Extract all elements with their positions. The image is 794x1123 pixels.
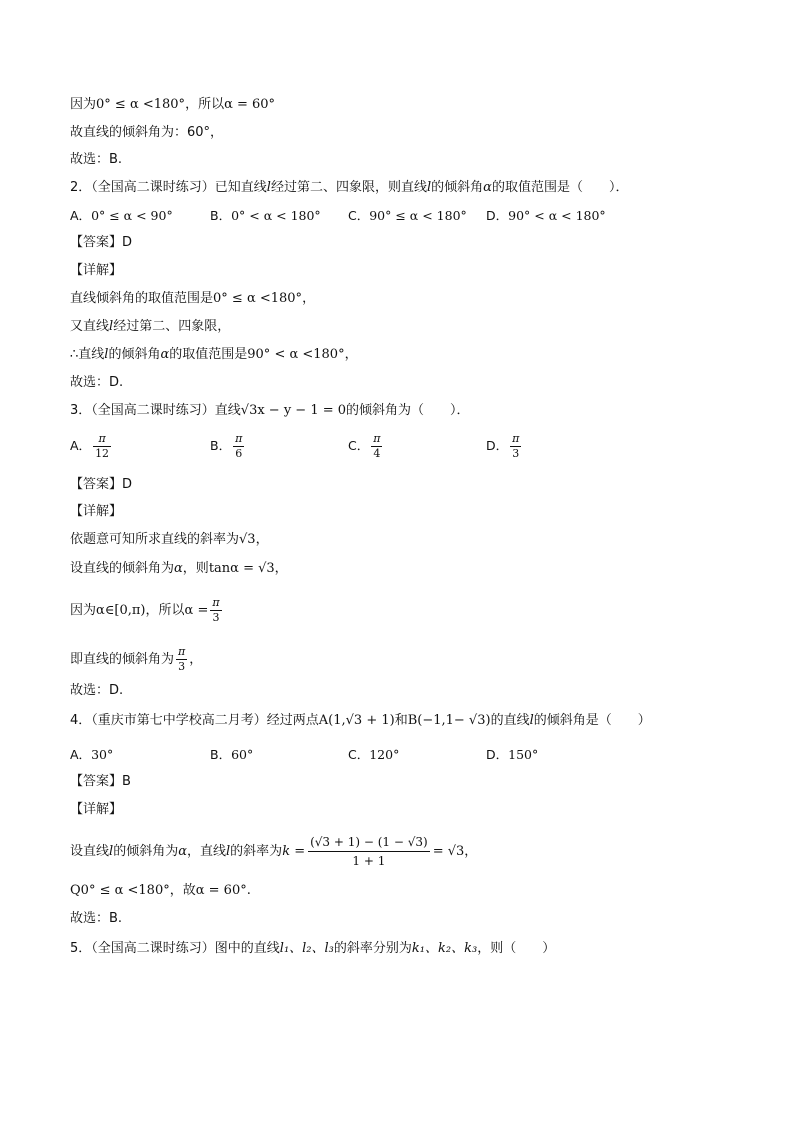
denominator: 12 (95, 447, 110, 460)
q4-detail-heading: 【详解】 (70, 802, 123, 817)
text: 的倾斜角 (108, 347, 161, 362)
because-symbol: Q (70, 883, 81, 898)
math-inequality: 0° ≤ α <180° (96, 97, 186, 112)
math: 0° ≤ α <180° (80, 883, 170, 898)
text: 直线倾斜角的取值范围是 (70, 291, 214, 306)
var-l: l (266, 180, 271, 195)
q1-choice: 故选：B. (70, 152, 123, 167)
var-alpha: α (160, 347, 170, 362)
fraction (371, 432, 382, 461)
math-equation: √3x − y − 1 = 0 (240, 403, 347, 418)
q2-option-a (70, 207, 173, 225)
var-l: l (529, 713, 534, 728)
option-label: B． (210, 438, 232, 453)
q2-stem (70, 179, 628, 197)
math-result: = √3 (432, 844, 465, 859)
text: ，所以 (145, 603, 185, 618)
q4-stem (70, 712, 651, 730)
fraction (176, 645, 187, 674)
q4-option-c (348, 746, 399, 764)
text: ， (344, 347, 358, 362)
q2-option-c (348, 207, 467, 225)
q3-option-d (486, 432, 523, 461)
text: 的直线 (490, 713, 530, 728)
text: 即直线的倾斜角为 (70, 652, 175, 667)
text: 的倾斜角是（ ） (533, 713, 651, 728)
q4-option-b (210, 746, 253, 764)
text: ， (464, 844, 478, 859)
var-l: l (426, 180, 432, 195)
q2-answer: 【答案】D (70, 235, 133, 250)
q3-option-a (70, 432, 113, 461)
denominator: 6 (235, 447, 243, 460)
denominator: 3 (212, 611, 220, 624)
math: α = (184, 603, 209, 618)
denominator: 4 (373, 447, 381, 460)
text: 经过第二、四象限， (113, 319, 231, 334)
slope-fraction (308, 833, 430, 870)
option-label: A． (70, 747, 92, 762)
math: tanα = √3 (208, 561, 275, 576)
text: 的倾斜角 (431, 180, 484, 195)
q3-detail-1 (70, 531, 269, 549)
text: ，则（ ） (477, 941, 556, 956)
fraction (93, 432, 111, 461)
math: 0° ≤ α <180° (213, 291, 303, 306)
var-alpha: α (174, 561, 183, 576)
q4-detail-3: 故选：B. (70, 911, 123, 926)
numerator: π (512, 432, 520, 445)
text: ， (189, 652, 203, 667)
q2-option-b (210, 207, 321, 225)
text: ， (255, 532, 269, 547)
fraction (233, 432, 244, 461)
q4-answer: 【答案】B (70, 774, 131, 789)
text: 又直线 (70, 319, 110, 334)
fraction (210, 596, 221, 625)
text: 设直线的倾斜角为 (70, 561, 175, 576)
var-alpha: α (178, 844, 187, 859)
text: 经过第二、四象限，则直线 (270, 180, 427, 195)
denominator: 3 (178, 660, 186, 673)
text: ， (302, 291, 316, 306)
math: α∈[0,π) (96, 603, 146, 618)
option-text: 0° ≤ α < 90° (91, 208, 173, 223)
numerator: (√3 + 1) − (1 − √3) (308, 833, 430, 852)
text: ，所以 (185, 97, 225, 112)
denominator: 3 (512, 447, 520, 460)
math-lines: l₁、l₂、l₃ (279, 941, 334, 956)
text: 5．（全国高二课时练习）图中的直线 (70, 941, 280, 956)
option-label: D． (486, 747, 509, 762)
option-label: A． (70, 438, 92, 453)
q2-detail-heading: 【详解】 (70, 263, 123, 278)
text: 的取值范围是（ ）． (491, 180, 629, 195)
q2-option-d (486, 207, 606, 225)
option-label: D． (486, 208, 509, 223)
q2-detail-1 (70, 290, 315, 308)
math-result: α = 60° (224, 97, 276, 112)
math: 90° < α <180° (247, 347, 345, 362)
option-text: 0° < α < 180° (231, 208, 321, 223)
q3-detail-4 (70, 645, 202, 674)
option-text: 60° (231, 747, 254, 762)
option-text: 120° (369, 747, 400, 762)
option-label: B． (210, 208, 232, 223)
option-label: C． (348, 747, 370, 762)
q3-stem (70, 402, 470, 420)
text: 的斜率分别为 (333, 941, 412, 956)
option-text: 90° < α < 180° (508, 208, 606, 223)
option-label: C． (348, 208, 370, 223)
option-label: A． (70, 208, 92, 223)
option-text: 30° (91, 747, 114, 762)
q3-option-b (210, 432, 246, 461)
text: ，则 (182, 561, 209, 576)
point-a: A(1,√3 + 1) (318, 713, 395, 728)
q2-detail-2 (70, 318, 230, 336)
denominator: 1 + 1 (352, 854, 386, 868)
var-l: l (104, 347, 109, 362)
q3-detail-2 (70, 560, 288, 578)
var-l: l (109, 319, 114, 334)
text: 的斜率为 (230, 844, 283, 859)
math-k: k = (282, 844, 306, 859)
q3-detail-3 (70, 596, 224, 625)
text: 依题意可知所求直线的斜率为 (70, 532, 240, 547)
option-label: C． (348, 438, 370, 453)
q2-detail-4: 故选：D. (70, 375, 124, 390)
var-l: l (109, 844, 114, 859)
q1-conclusion: 故直线的倾斜角为：60°， (70, 125, 224, 140)
numerator: π (212, 596, 220, 609)
text: ，故 (169, 883, 196, 898)
text: ，直线 (186, 844, 226, 859)
text: 的取值范围是 (169, 347, 248, 362)
math-slopes: k₁、k₂、k₃ (411, 941, 478, 956)
numerator: π (93, 432, 111, 447)
text: 的倾斜角为 (113, 844, 179, 859)
option-text: 150° (508, 747, 539, 762)
text: 因为 (70, 603, 97, 618)
numerator: π (235, 432, 243, 445)
text: ∴直线 (70, 347, 105, 362)
q5-stem (70, 940, 555, 958)
var-alpha: α (483, 180, 492, 195)
option-label: D． (486, 438, 509, 453)
q1-reason-line (70, 96, 275, 114)
text: 的倾斜角为（ ）． (346, 403, 470, 418)
text: 设直线 (70, 844, 110, 859)
q4-option-d (486, 746, 538, 764)
q2-detail-3 (70, 346, 358, 364)
text: 3．（全国高二课时练习）直线 (70, 403, 241, 418)
text: 和 (394, 713, 408, 728)
math: √3 (239, 532, 256, 547)
text: 4．（重庆市第七中学校高二月考）经过两点 (70, 713, 319, 728)
q4-detail-1 (70, 832, 477, 872)
text: ， (274, 561, 288, 576)
option-text: 90° ≤ α < 180° (369, 208, 467, 223)
q4-option-a (70, 746, 113, 764)
q3-detail-heading: 【详解】 (70, 504, 123, 519)
fraction (510, 432, 521, 461)
q3-detail-5: 故选：D. (70, 683, 124, 698)
q3-answer: 【答案】D (70, 477, 133, 492)
q4-detail-2 (70, 882, 251, 900)
math: α = 60°. (195, 883, 251, 898)
point-b: B(−1,1− √3) (407, 713, 491, 728)
numerator: π (373, 432, 381, 445)
option-label: B． (210, 747, 232, 762)
text: 因为 (70, 97, 97, 112)
var-l: l (226, 844, 231, 859)
text: 2．（全国高二课时练习）已知直线 (70, 180, 267, 195)
numerator: π (178, 645, 186, 658)
q3-option-c (348, 432, 384, 461)
